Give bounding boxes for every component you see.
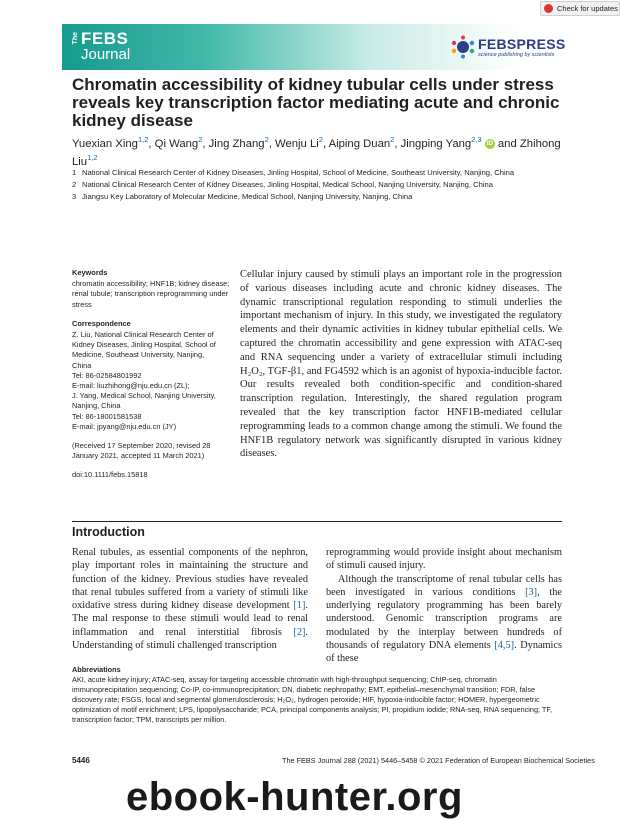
author[interactable]: Jingping Yang$^{2,3}$ [400, 135, 482, 150]
correspondence-line: Z. Liu, National Clinical Research Center of [72, 330, 214, 340]
febs-press-name: FEBSPRESS [478, 36, 566, 52]
correspondence-line: J. Yang, Medical School, Nanjing University, [72, 391, 216, 401]
watermark: ebook-hunter.org [126, 775, 463, 819]
logo-the: The [72, 32, 79, 45]
author[interactable]: Yuexian Xing$^{1,2}$ [72, 135, 149, 150]
correspondence-line: Tel: 86-18001581538 [72, 411, 142, 421]
correspondence-block [72, 319, 232, 432]
journal-banner [62, 24, 566, 70]
citation-link[interactable]: [4,5] [494, 640, 515, 652]
introduction-right-column: reprogramming would provide insight about mechanism of stimuli caused injury. Although the transcriptome of renal tubular cells has been investigated in various conditions [3], the underlying regulatory programming has been barely understood. Genomic transcription programs are modulated by the interplay between hundreds of thousands of regulatory DNA elements [4,5]. Dynamics of these [326, 547, 562, 665]
correspondence-line: Tel: 86-02584801992 [72, 370, 142, 380]
correspondence-line: Kidney Diseases, Jinling Hospital, School of [72, 340, 216, 350]
check-for-updates-button[interactable] [540, 1, 620, 16]
citation-link[interactable]: [2] [293, 626, 306, 638]
page-number: 5446 [72, 756, 90, 765]
abstract-text: Cellular injury caused by stimuli plays an important role in the progression of various diseases including acute and chronic kidney diseases. The dynamic transcriptional regulation responding to stimuli underlies the important mechanism of injury. In this study, we investigated the regulatory elements and their dynamic activities in kidney tubular epithelial cells. We captured the chromatin accessibility and gene expression with ATAC-seq and RNA sequencing under a variety of extracellular stimuli including H₂O₂, TGF-β1, and FG4592 which is an agonist of hypoxia-inducible factor. Our results revealed both condition-specific and condition-shared transcription regulation. Interestingly, the shared regulation program revealed that the key transcription factor HNF1B-mediated cellular reprogramming leads to a common change among the stimuli. We found the HNF1B regulatory network was significantly disrupted in various kidney diseases. [240, 269, 562, 460]
citation-link[interactable]: [3] [525, 586, 538, 598]
author-list: Yuexian Xing$^{1,2}$, Qi Wang$^2$, Jing Zhang$^2$, Wenju Li$^2$, Aiping Duan$^2$, Jingping Yang$^{2,3}$ iD and Zhihong Liu$^{1,2}$ [72, 135, 561, 168]
affiliation: 2 National Clinical Research Center of Kidney Diseases, Jinling Hospital, Medical School, Nanjing University, Nanjing, China [72, 180, 493, 189]
febs-press-dots-icon [450, 35, 476, 59]
received-dates: (Received 17 September 2020, revised 28 January 2021, accepted 11 March 2021) [72, 441, 211, 461]
introduction-left-column: Renal tubules, as essential components of the nephron, play important roles in maintaining the structure and function of the kidney. Previous studies have revealed that renal tubules suffered from a variety of stimuli like oxidative stress during kidney disease development [1]. The mal response to these stimuli would lead to renal inflammation and renal interstitial fibrosis [2]. Understanding of stimuli challenged transcription [72, 547, 308, 652]
author[interactable]: Aiping Duan$^2$ [328, 135, 395, 150]
febs-press-logo [450, 35, 566, 63]
author[interactable]: Qi Wang$^2$ [154, 135, 203, 150]
affiliation: 3 Jiangsu Key Laboratory of Molecular Medicine, Medical School, Nanjing University, Nanjing, China [72, 192, 413, 201]
correspondence-line: Nanjing, China [72, 401, 121, 411]
journal-citation: The FEBS Journal 288 (2021) 5446–5458 © 2021 Federation of European Biochemical Societies [282, 756, 595, 765]
correspondence-line: Medicine, Southeast University, Nanjing, [72, 350, 205, 360]
introduction-heading: Introduction [72, 525, 145, 539]
paragraph: reprogramming would provide insight about mechanism of stimuli caused injury. [326, 547, 562, 572]
abbreviations-block [72, 665, 562, 725]
correspondence-heading: Correspondence [72, 318, 131, 328]
article-title: Chromatin accessibility of kidney tubular cells under stress reveals key transcription factor mediating acute and chronic kidney disease [72, 75, 560, 130]
affiliation: 1 National Clinical Research Center of Kidney Diseases, Jinling Hospital, School of Medicine, Southeast University, Nanjing, China [72, 168, 515, 177]
logo-journal: Journal [81, 46, 131, 63]
section-divider [72, 521, 562, 522]
correspondence-email[interactable]: E-mail: liuzhihong@nju.edu.cn (ZL); [72, 381, 190, 391]
citation-link[interactable]: [1] [293, 600, 306, 612]
check-for-updates-label: Check for updates [557, 4, 618, 13]
author[interactable]: Jing Zhang$^2$ [208, 135, 269, 150]
author[interactable]: Zhihong Liu$^{1,2}$ [72, 137, 561, 168]
keywords-text: chromatin accessibility; HNF1B; kidney disease; renal tubule; transcription reprogramming under stress [72, 279, 230, 309]
abbreviations-text: AKI, acute kidney injury; ATAC-seq, assay for targeting accessible chromatin with high-throughput sequencing; ChIP-seq, chromatin immunoprecipitation sequencing; Co-IP, co-immunoprecipitation; DN, diabetic nephropathy; EMT, epithelial–mesenchymal transition; FDR, false discovery rate; FSGS, focal and segmental glomerulosclerosis; H₂O₂, hydrogen peroxide; HIF, hypoxia-inducible factor; HOMER, hypergeometric optimization of motif enrichment; LPS, lipopolysaccharide; PCA, principal components analysis; PI, propidium iodide; RNA-seq, RNA sequencing; TF, transcription factor; TPM, transcripts per million. [72, 675, 553, 724]
orcid-icon[interactable]: iD [486, 139, 493, 147]
crossmark-icon [544, 4, 553, 13]
correspondence-line: China [72, 360, 92, 370]
article-metadata [72, 268, 232, 481]
and-word: and [497, 137, 517, 150]
febs-press-tagline: science publishing by scientists [478, 52, 555, 58]
logo-febs: FEBS [81, 29, 129, 48]
abbreviations-heading: Abbreviations [72, 665, 121, 674]
keywords-block [72, 268, 232, 310]
correspondence-email[interactable]: E-mail: jpyang@nju.edu.cn (JY) [72, 421, 177, 431]
doi-link[interactable]: doi:10.1111/febs.15818 [72, 470, 148, 480]
keywords-heading: Keywords [72, 268, 108, 277]
author[interactable]: Wenju Li$^2$ [275, 135, 323, 150]
